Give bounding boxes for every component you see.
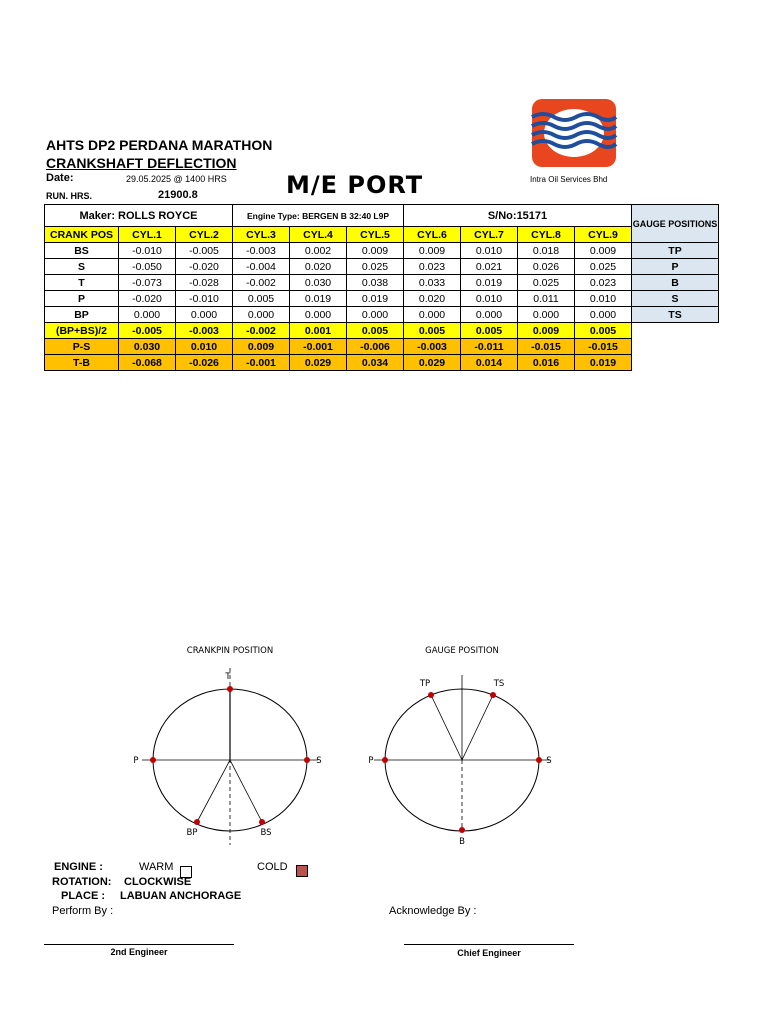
- table-cell: 0.023: [575, 275, 632, 291]
- engine-label: ENGINE :: [54, 861, 103, 873]
- maker-cell: Maker: ROLLS ROYCE: [45, 205, 233, 227]
- column-header-row: [45, 227, 632, 243]
- table-cell: 0.009: [518, 323, 575, 339]
- table-cell: 0.000: [461, 307, 518, 323]
- crankpin-label-s: S: [316, 756, 322, 766]
- table-cell: 0.033: [404, 275, 461, 291]
- table-cell: 0.025: [575, 259, 632, 275]
- gauge-position-item: B: [632, 275, 719, 291]
- table-info-row: [45, 205, 632, 227]
- row-label: BP: [45, 307, 119, 323]
- row-label: T: [45, 275, 119, 291]
- page-heading: M/E PORT: [286, 171, 424, 199]
- table-cell: 0.000: [518, 307, 575, 323]
- crankpin-diagram-title: CRANKPIN POSITION: [186, 646, 274, 656]
- gauge-positions-header: GAUGE POSITIONS: [632, 205, 719, 243]
- table-cell: 0.000: [233, 307, 290, 323]
- gauge-label-tp: TP: [419, 679, 431, 689]
- table-cell: -0.073: [119, 275, 176, 291]
- company-logo: [530, 97, 618, 169]
- vessel-title: AHTS DP2 PERDANA MARATHON: [46, 137, 273, 153]
- calc-row: [45, 323, 632, 339]
- table-cell: 0.019: [575, 355, 632, 371]
- table-cell: 0.000: [347, 307, 404, 323]
- table-cell: 0.019: [461, 275, 518, 291]
- signature-role-left: 2nd Engineer: [110, 947, 168, 957]
- table-cell: 0.000: [404, 307, 461, 323]
- rotation-value: CLOCKWISE: [124, 876, 192, 888]
- table-cell: -0.050: [119, 259, 176, 275]
- row-label: P-S: [45, 339, 119, 355]
- table-cell: 0.021: [461, 259, 518, 275]
- crankpin-marker-s: [304, 757, 310, 763]
- signature-line-left: [44, 944, 234, 945]
- gauge-label-b: B: [459, 837, 465, 847]
- column-header: CYL.2: [176, 227, 233, 243]
- crankpin-marker-bp: [194, 819, 200, 825]
- gauge-label-ts: TS: [493, 679, 505, 689]
- table-cell: 0.005: [347, 323, 404, 339]
- serial-cell: S/No:15171: [404, 205, 632, 227]
- table-cell: 0.020: [290, 259, 347, 275]
- column-header: CYL.9: [575, 227, 632, 243]
- row-label: (BP+BS)/2: [45, 323, 119, 339]
- table-row: [45, 275, 632, 291]
- column-header: CYL.1: [119, 227, 176, 243]
- table-cell: 0.026: [518, 259, 575, 275]
- table-row: [45, 307, 632, 323]
- row-label: T-B: [45, 355, 119, 371]
- table-cell: -0.015: [518, 339, 575, 355]
- document-subtitle: CRANKSHAFT DEFLECTION: [46, 155, 237, 171]
- gauge-position-item: TS: [632, 307, 719, 323]
- column-header: CYL.6: [404, 227, 461, 243]
- table-cell: -0.003: [176, 323, 233, 339]
- crankpin-label-p: P: [133, 756, 139, 766]
- table-cell: -0.003: [233, 243, 290, 259]
- table-cell: 0.009: [575, 243, 632, 259]
- cold-checkbox[interactable]: [296, 865, 308, 877]
- calc-row: [45, 355, 632, 371]
- table-cell: 0.023: [404, 259, 461, 275]
- table-cell: -0.010: [176, 291, 233, 307]
- gauge-marker-b: [459, 827, 465, 833]
- table-cell: -0.011: [461, 339, 518, 355]
- table-cell: 0.034: [347, 355, 404, 371]
- date-value: 29.05.2025 @ 1400 HRS: [126, 174, 227, 184]
- row-label: BS: [45, 243, 119, 259]
- table-cell: 0.038: [347, 275, 404, 291]
- run-hours-value: 21900.8: [158, 189, 198, 201]
- warm-label: WARM: [139, 861, 174, 873]
- column-header: CYL.8: [518, 227, 575, 243]
- table-cell: 0.014: [461, 355, 518, 371]
- row-label: S: [45, 259, 119, 275]
- column-header: CYL.7: [461, 227, 518, 243]
- column-header: CYL.4: [290, 227, 347, 243]
- crankpin-marker-bs: [259, 819, 265, 825]
- table-cell: -0.028: [176, 275, 233, 291]
- gauge-label-s: S: [546, 756, 552, 766]
- table-cell: -0.001: [233, 355, 290, 371]
- cold-label: COLD: [257, 861, 288, 873]
- gauge-label-p: P: [368, 756, 374, 766]
- signature-role-right: Chief Engineer: [457, 948, 521, 958]
- table-cell: 0.005: [233, 291, 290, 307]
- table-cell: -0.003: [404, 339, 461, 355]
- place-label: PLACE :: [61, 890, 105, 902]
- table-cell: -0.026: [176, 355, 233, 371]
- table-cell: 0.000: [176, 307, 233, 323]
- calc-row: [45, 339, 632, 355]
- gauge-position-item: P: [632, 259, 719, 275]
- table-cell: -0.002: [233, 275, 290, 291]
- date-label: Date:: [46, 172, 74, 184]
- table-cell: 0.009: [347, 243, 404, 259]
- crankpin-label-bp: BP: [186, 828, 198, 838]
- rotation-label: ROTATION:: [52, 876, 112, 888]
- table-cell: 0.010: [461, 291, 518, 307]
- table-cell: 0.029: [290, 355, 347, 371]
- table-cell: 0.011: [518, 291, 575, 307]
- table-cell: -0.015: [575, 339, 632, 355]
- table-cell: -0.004: [233, 259, 290, 275]
- table-cell: -0.006: [347, 339, 404, 355]
- table-cell: 0.009: [404, 243, 461, 259]
- gauge-marker-p: [382, 757, 388, 763]
- perform-by-label: Perform By :: [52, 905, 114, 917]
- run-hours-label: RUN. HRS.: [46, 191, 93, 201]
- table-cell: 0.002: [290, 243, 347, 259]
- table-row: [45, 291, 632, 307]
- gauge-marker-tp: [428, 692, 434, 698]
- gauge-position-item: S: [632, 291, 719, 307]
- gauge-position-diagram: [360, 640, 570, 850]
- table-cell: -0.005: [119, 323, 176, 339]
- table-cell: 0.025: [347, 259, 404, 275]
- table-cell: 0.005: [461, 323, 518, 339]
- table-cell: -0.068: [119, 355, 176, 371]
- table-cell: 0.016: [518, 355, 575, 371]
- row-label: P: [45, 291, 119, 307]
- table-cell: 0.005: [404, 323, 461, 339]
- table-cell: 0.025: [518, 275, 575, 291]
- table-cell: 0.010: [461, 243, 518, 259]
- crankpin-marker-t: [227, 686, 233, 692]
- column-header: CYL.3: [233, 227, 290, 243]
- table-cell: 0.030: [290, 275, 347, 291]
- table-cell: -0.005: [176, 243, 233, 259]
- signature-line-right: [404, 944, 574, 945]
- company-name: Intra Oil Services Bhd: [530, 175, 608, 184]
- table-row: [45, 259, 632, 275]
- table-row: [45, 243, 632, 259]
- table-cell: 0.010: [575, 291, 632, 307]
- crankpin-label-bs: BS: [260, 828, 272, 838]
- gauge-marker-s: [536, 757, 542, 763]
- crankpin-label-t: T: [225, 672, 231, 682]
- table-cell: 0.000: [119, 307, 176, 323]
- table-cell: 0.030: [119, 339, 176, 355]
- table-cell: 0.019: [347, 291, 404, 307]
- table-cell: 0.020: [404, 291, 461, 307]
- table-cell: 0.010: [176, 339, 233, 355]
- crankpin-position-diagram: [120, 640, 340, 845]
- table-cell: -0.020: [176, 259, 233, 275]
- deflection-table: [44, 204, 632, 371]
- engine-type-cell: Engine Type: BERGEN B 32:40 L9P: [233, 205, 404, 227]
- place-value: LABUAN ANCHORAGE: [120, 890, 242, 902]
- gauge-diagram-title: GAUGE POSITION: [425, 646, 499, 656]
- table-cell: -0.001: [290, 339, 347, 355]
- gauge-positions-table: [631, 204, 719, 323]
- gauge-position-item: TP: [632, 243, 719, 259]
- table-cell: 0.029: [404, 355, 461, 371]
- table-cell: 0.001: [290, 323, 347, 339]
- column-header: CYL.5: [347, 227, 404, 243]
- table-cell: 0.019: [290, 291, 347, 307]
- table-cell: -0.010: [119, 243, 176, 259]
- crankpin-marker-p: [150, 757, 156, 763]
- table-cell: 0.005: [575, 323, 632, 339]
- column-header: CRANK POS: [45, 227, 119, 243]
- table-cell: 0.000: [290, 307, 347, 323]
- acknowledge-by-label: Acknowledge By :: [389, 905, 477, 917]
- table-cell: -0.020: [119, 291, 176, 307]
- gauge-marker-ts: [490, 692, 496, 698]
- table-cell: 0.009: [233, 339, 290, 355]
- table-cell: -0.002: [233, 323, 290, 339]
- table-cell: 0.018: [518, 243, 575, 259]
- table-cell: 0.000: [575, 307, 632, 323]
